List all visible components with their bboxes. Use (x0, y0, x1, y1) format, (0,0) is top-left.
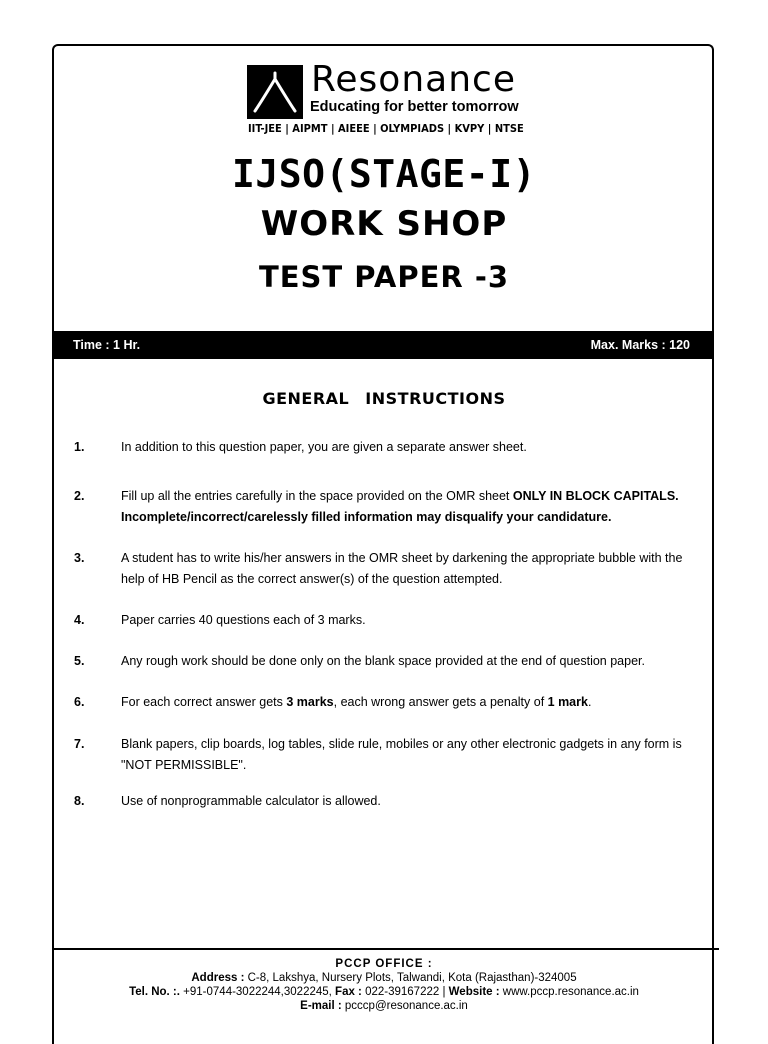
fax-value: 022-39167222 | (361, 986, 449, 998)
exam-list: IIT-JEE | AIPMT | AIEEE | OLYMPIADS | KVPY | NTSE (248, 122, 524, 135)
instruction-bold-part: ONLY IN BLOCK CAPITALS. (512, 489, 679, 503)
instruction-number: 5. (74, 654, 85, 668)
instruction-bold-part: 1 mark (547, 695, 588, 709)
instruction-text: Use of nonprogrammable calculator is allowed. (121, 794, 381, 808)
resonance-logo-icon (247, 65, 303, 119)
time-label: Time : 1 Hr. (73, 338, 141, 352)
footer-address (0, 971, 768, 985)
instruction-number: 2. (74, 489, 85, 503)
instruction-text: In addition to this question paper, you are given a separate answer sheet. (121, 440, 527, 454)
brand-tagline: Educating for better tomorrow (310, 99, 519, 115)
time-marks-bar (52, 331, 714, 359)
instruction-item (74, 610, 700, 631)
instruction-number: 4. (74, 613, 85, 627)
instruction-text: Any rough work should be done only on the blank space provided at the end of question paper. (121, 654, 645, 668)
instruction-number: 1. (74, 440, 85, 454)
tel-label: Tel. No. :. (129, 986, 180, 998)
email-label: E-mail : (300, 1000, 342, 1012)
website-link[interactable]: www.pccp.resonance.ac.in (499, 986, 639, 998)
instructions-heading: GENERAL INSTRUCTIONS (262, 389, 506, 408)
max-marks-label: Max. Marks : 120 (590, 338, 690, 352)
paper-subtitle: WORK SHOP (260, 204, 508, 244)
instruction-number: 6. (74, 695, 85, 709)
instruction-bold-part: Incomplete/incorrect/carelessly filled information may disqualify your candidature. (121, 510, 612, 524)
instruction-item (74, 437, 700, 458)
tel-value: +91-0744-3022244,3022245, (179, 986, 336, 998)
instruction-number: 7. (74, 737, 85, 751)
instruction-text: A student has to write his/her answers in the OMR sheet by darkening the appropriate bubble with the help of HB Pencil as the correct answer(s) of the question attempted. (121, 551, 683, 586)
instruction-item (74, 548, 700, 590)
resonance-logo (247, 59, 547, 121)
fax-label: Fax : (335, 986, 362, 998)
instruction-text: Blank papers, clip boards, log tables, slide rule, mobiles or any other electronic gadgets in any form is "NOT PERMISSIBLE". (121, 737, 682, 772)
instruction-text: Paper carries 40 questions each of 3 marks. (121, 613, 366, 627)
brand-name: Resonance (311, 59, 516, 100)
test-paper-label: TEST PAPER -3 (258, 260, 510, 294)
instruction-text-part: For each correct answer gets (121, 695, 287, 709)
instruction-text (121, 692, 700, 713)
instruction-text-part: . (587, 695, 592, 709)
address-value: C-8, Lakshya, Nursery Plots, Talwandi, Kota (Rajasthan)-324005 (244, 972, 577, 984)
footer-divider (52, 948, 719, 950)
paper-title: IJSO(STAGE-I) (232, 152, 536, 196)
instruction-text-part: Fill up all the entries carefully in the space provided on the OMR sheet (121, 489, 513, 503)
instruction-bold-part: 3 marks (286, 695, 334, 709)
instruction-item (74, 791, 700, 812)
website-label: Website : (448, 986, 500, 998)
instruction-number: 8. (74, 794, 85, 808)
instruction-item (74, 651, 700, 672)
instruction-item (74, 734, 700, 776)
instruction-item (74, 692, 700, 713)
address-label: Address : (191, 972, 245, 984)
footer-email (0, 999, 768, 1013)
instruction-text (121, 486, 700, 528)
instruction-text-part: , each wrong answer gets a penalty of (333, 695, 548, 709)
email-link[interactable]: pcccp@resonance.ac.in (341, 1000, 468, 1012)
instruction-item (74, 486, 700, 528)
footer-office: PCCP OFFICE : (335, 958, 433, 970)
instruction-number: 3. (74, 551, 85, 565)
footer-contact (0, 985, 768, 999)
